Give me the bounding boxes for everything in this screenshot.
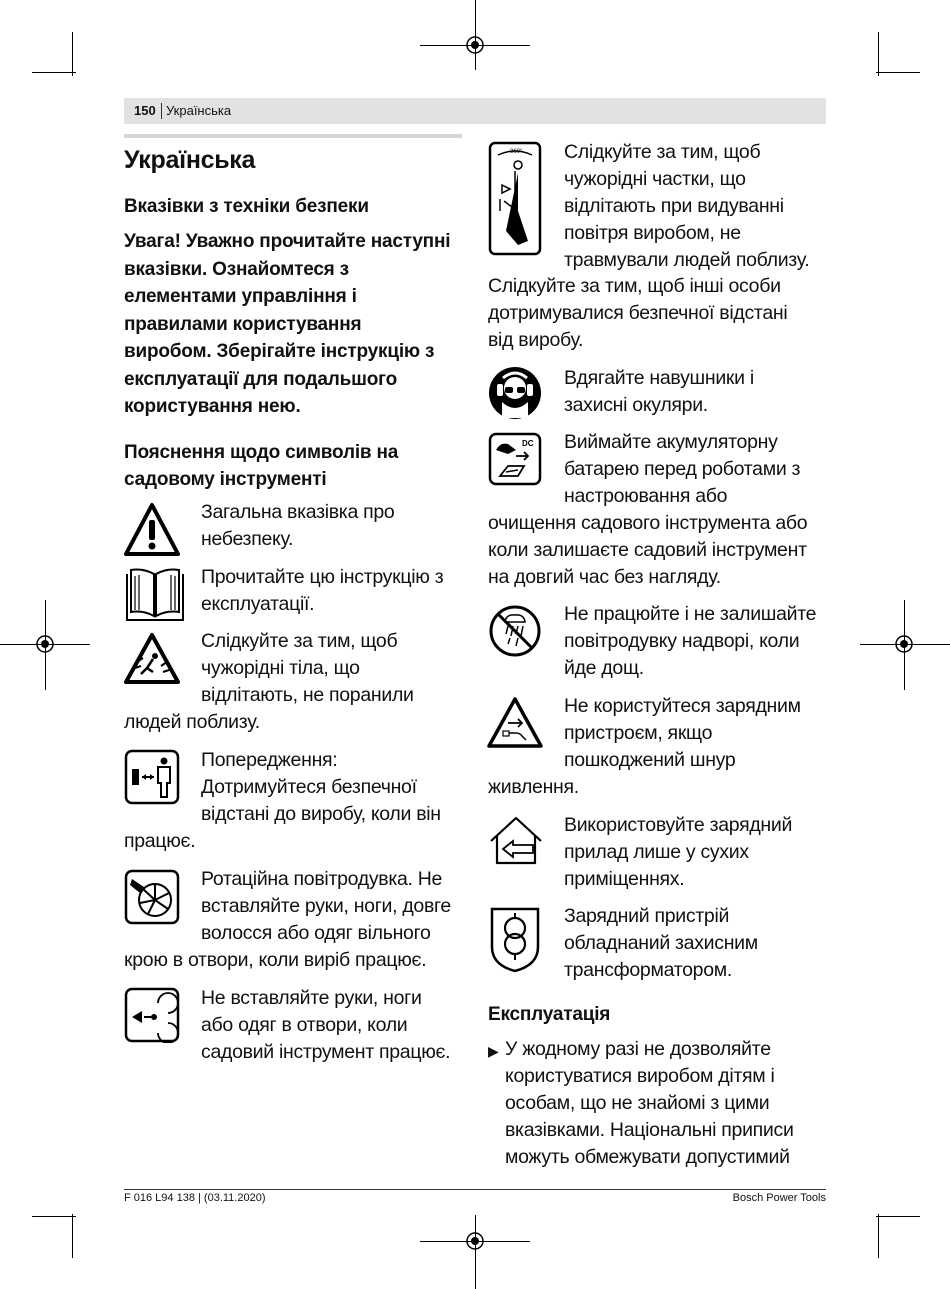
safety-transformer-icon <box>488 905 542 973</box>
warning-line: Увага! Уважно прочитайте наступні <box>124 231 451 252</box>
symbol-description: Ротаційна повітродувка. Не вставляйте руки, ноги, довге волосся або одяг вільного <box>201 868 451 944</box>
symbol-description: Зарядний пристрій обладнаний захисним трансформатором. <box>564 905 758 981</box>
registration-mark-bottom-icon <box>465 1231 485 1251</box>
symbols-heading-line: Пояснення щодо символів на <box>124 442 399 463</box>
symbol-description: Вдягайте навушники і захисні окуляри. <box>564 367 754 416</box>
symbol-description: Не вставляйте руки, ноги або одяг в отвори, коли садовий інструмент працює. <box>201 987 451 1063</box>
page-number: 150 <box>134 103 156 118</box>
symbol-description: Виймайте акумуляторну батарею перед роботами з настроювання або <box>564 431 801 507</box>
symbol-description: Слідкуйте за тим, щоб чужорідні тіла, що відлітають, не поранили <box>201 630 414 706</box>
warning-line: експлуатації для подальшого <box>124 368 398 390</box>
symbols-heading <box>124 439 398 493</box>
flying-debris-icon <box>123 632 181 686</box>
warning-triangle-icon <box>123 502 181 558</box>
symbol-description-continued: живлення. <box>488 776 579 798</box>
damaged-cord-icon <box>486 696 544 750</box>
hand-intake-icon <box>124 987 180 1043</box>
no-rain-icon <box>488 604 542 658</box>
operation-heading: Експлуатація <box>488 1004 611 1025</box>
ear-eye-protection-icon <box>488 366 542 420</box>
operation-paragraph: У жодному разі не дозволяйте користуватися виробом дітям і особам, що не знайомі з цими вказівками. Національні приписи можуть обмежувати допустимий <box>505 1038 794 1168</box>
symbol-description: Не працюйте і не залишайте повітродувку надворі, коли йде дощ. <box>564 603 817 679</box>
symbol-description: Попередження: Дотримуйтеся безпечної відстані до виробу, коли він <box>201 749 441 825</box>
section-rule <box>124 134 462 138</box>
page-title: Українська <box>124 146 256 174</box>
warning-line: вказівки. Ознайомтеся з <box>124 258 349 280</box>
registration-mark-top-icon <box>465 35 485 55</box>
footer-brand: Bosch Power Tools <box>732 1192 826 1204</box>
symbols-heading-line: садовому інструменті <box>124 469 327 490</box>
footer-rule <box>124 1189 826 1190</box>
manual-book-icon <box>123 566 187 624</box>
svg-text:360°: 360° <box>510 149 523 155</box>
symbol-description-continued: очищення садового інструмента або коли залишаєте садовий інструмент на довгий час без нагляду. <box>488 512 808 588</box>
svg-text:DC: DC <box>522 439 534 448</box>
symbol-description-continued: Слідкуйте за тим, щоб інші особи дотримувалися безпечної відстані від виробу. <box>488 275 788 351</box>
blower-debris-icon <box>488 141 542 256</box>
warning-line: користування нею. <box>124 396 301 417</box>
bullet-arrow-icon: ▶ <box>488 1043 499 1059</box>
symbol-description-continued: людей поблизу. <box>124 711 260 733</box>
symbol-description: Прочитайте цю інструкцію з експлуатації. <box>201 566 444 615</box>
registration-mark-left-icon <box>35 634 55 654</box>
symbol-description: Використовуйте зарядний прилад лише у сухих приміщеннях. <box>564 814 793 890</box>
indoor-use-icon <box>487 815 545 867</box>
symbol-description: Слідкуйте за тим, щоб чужорідні частки, що відлітають при видуванні повітря виробом, не травмували людей поблизу. <box>564 141 810 271</box>
rotating-fan-icon <box>124 869 180 925</box>
warning-paragraph <box>124 228 469 421</box>
header-divider <box>161 103 162 119</box>
safety-heading: Вказівки з техніки безпеки <box>124 196 369 217</box>
header-language: Українська <box>166 103 232 118</box>
warning-line: правилами користування <box>124 313 362 335</box>
safe-distance-icon <box>124 749 180 805</box>
symbol-description: Загальна вказівка про небезпеку. <box>201 501 395 550</box>
warning-line: елементами управління і <box>124 286 357 307</box>
footer-doc-id: F 016 L94 138 | (03.11.2020) <box>124 1192 266 1204</box>
warning-line: виробом. Зберігайте інструкцію з <box>124 341 435 362</box>
remove-battery-icon <box>488 432 542 486</box>
symbol-description-continued: крою в отвори, коли виріб працює. <box>124 949 427 971</box>
symbol-description: Не користуйтеся зарядним пристроєм, якщо пошкоджений шнур <box>564 695 801 771</box>
symbol-description-continued: працює. <box>124 830 196 852</box>
registration-mark-right-icon <box>894 634 914 654</box>
